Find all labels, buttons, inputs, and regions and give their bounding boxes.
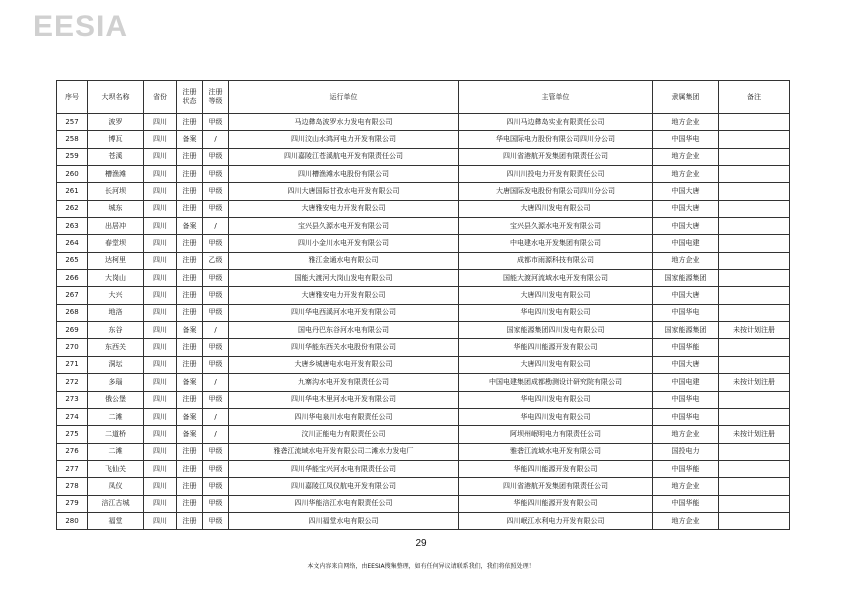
cell-province: 四川 [144, 270, 177, 287]
cell-reg-level: 甲级 [203, 443, 229, 460]
cell-remarks [719, 218, 790, 235]
cell-province: 四川 [144, 322, 177, 339]
cell-operator: 大唐雅安电力开发有限公司 [229, 287, 459, 304]
cell-operator: 四川小金川水电开发有限公司 [229, 235, 459, 252]
cell-province: 四川 [144, 478, 177, 495]
cell-reg-level: / [203, 218, 229, 235]
cell-remarks [719, 391, 790, 408]
cell-remarks [719, 252, 790, 269]
cell-reg-status: 注册 [177, 391, 203, 408]
cell-supervisor: 四川岷江水利电力开发有限公司 [459, 512, 653, 529]
cell-dam-name: 长河坝 [88, 183, 144, 200]
cell-supervisor: 四川省港航开发集团有限责任公司 [459, 148, 653, 165]
table-row [57, 183, 790, 200]
page-number: 29 [415, 538, 427, 549]
table-row [57, 356, 790, 373]
cell-operator: 四川华能东西关水电股份有限公司 [229, 339, 459, 356]
cell-remarks [719, 478, 790, 495]
cell-group: 国家能源集团 [653, 270, 719, 287]
cell-supervisor: 雅砻江流域水电开发有限公司 [459, 443, 653, 460]
cell-reg-status: 注册 [177, 166, 203, 183]
cell-index: 261 [57, 183, 88, 200]
header-index: 序号 [57, 81, 88, 114]
cell-operator: 雅江金通水电有限公司 [229, 252, 459, 269]
cell-index: 266 [57, 270, 88, 287]
cell-remarks [719, 512, 790, 529]
dam-registry-table [56, 80, 790, 530]
cell-remarks [719, 304, 790, 321]
cell-province: 四川 [144, 426, 177, 443]
cell-group: 中国华电 [653, 408, 719, 425]
table-row [57, 166, 790, 183]
cell-province: 四川 [144, 512, 177, 529]
table-row [57, 478, 790, 495]
cell-index: 277 [57, 460, 88, 477]
cell-province: 四川 [144, 252, 177, 269]
cell-dam-name: 俄公堡 [88, 391, 144, 408]
cell-dam-name: 达柯里 [88, 252, 144, 269]
cell-index: 257 [57, 114, 88, 131]
cell-dam-name: 多瑙 [88, 374, 144, 391]
table-row [57, 114, 790, 131]
table-row [57, 426, 790, 443]
cell-remarks [719, 166, 790, 183]
cell-supervisor: 华电国际电力股份有限公司四川分公司 [459, 131, 653, 148]
cell-reg-status: 注册 [177, 270, 203, 287]
cell-operator: 四川大唐国际甘孜水电开发有限公司 [229, 183, 459, 200]
cell-index: 259 [57, 148, 88, 165]
cell-index: 268 [57, 304, 88, 321]
cell-reg-status: 注册 [177, 183, 203, 200]
cell-operator: 四川华电西溪河水电开发有限公司 [229, 304, 459, 321]
cell-index: 265 [57, 252, 88, 269]
cell-reg-status: 注册 [177, 443, 203, 460]
cell-reg-level: 甲级 [203, 478, 229, 495]
cell-operator: 四川华电泉川水电有限责任公司 [229, 408, 459, 425]
cell-reg-level: 甲级 [203, 356, 229, 373]
table-row [57, 218, 790, 235]
cell-reg-level: / [203, 374, 229, 391]
cell-dam-name: 城东 [88, 200, 144, 217]
cell-reg-status: 备案 [177, 374, 203, 391]
cell-reg-status: 注册 [177, 512, 203, 529]
cell-group: 国家能源集团 [653, 322, 719, 339]
cell-reg-status: 备案 [177, 426, 203, 443]
cell-reg-level: 甲级 [203, 270, 229, 287]
cell-remarks [719, 443, 790, 460]
cell-supervisor: 成都市雨源科技有限公司 [459, 252, 653, 269]
cell-supervisor: 国家能源集团四川发电有限公司 [459, 322, 653, 339]
cell-reg-status: 备案 [177, 322, 203, 339]
cell-group: 地方企业 [653, 166, 719, 183]
cell-index: 276 [57, 443, 88, 460]
cell-dam-name: 福堂 [88, 512, 144, 529]
cell-province: 四川 [144, 148, 177, 165]
cell-reg-level: / [203, 408, 229, 425]
table-row [57, 460, 790, 477]
cell-province: 四川 [144, 218, 177, 235]
cell-group: 中国华能 [653, 339, 719, 356]
header-group: 隶属集团 [653, 81, 719, 114]
cell-group: 中国大唐 [653, 287, 719, 304]
cell-reg-status: 备案 [177, 408, 203, 425]
cell-dam-name: 槽渔滩 [88, 166, 144, 183]
cell-reg-status: 注册 [177, 252, 203, 269]
cell-supervisor: 四川川投电力开发有限责任公司 [459, 166, 653, 183]
cell-remarks [719, 270, 790, 287]
cell-dam-name: 东谷 [88, 322, 144, 339]
header-province: 省份 [144, 81, 177, 114]
cell-dam-name: 波罗 [88, 114, 144, 131]
cell-operator: 国电丹巴东谷河水电有限公司 [229, 322, 459, 339]
cell-dam-name: 洞坛 [88, 356, 144, 373]
cell-group: 国投电力 [653, 443, 719, 460]
table-row [57, 443, 790, 460]
cell-remarks [719, 200, 790, 217]
cell-province: 四川 [144, 339, 177, 356]
cell-index: 258 [57, 131, 88, 148]
cell-operator: 四川汶山水鸿河电力开发有限公司 [229, 131, 459, 148]
cell-group: 地方企业 [653, 252, 719, 269]
cell-supervisor: 华能四川能源开发有限公司 [459, 495, 653, 512]
cell-dam-name: 二滩 [88, 443, 144, 460]
cell-province: 四川 [144, 183, 177, 200]
table-row [57, 131, 790, 148]
cell-operator: 四川华能涪江水电有限责任公司 [229, 495, 459, 512]
cell-province: 四川 [144, 443, 177, 460]
cell-remarks [719, 495, 790, 512]
cell-dam-name: 二滩 [88, 408, 144, 425]
table-row [57, 339, 790, 356]
header-supervisor: 主管单位 [459, 81, 653, 114]
cell-province: 四川 [144, 391, 177, 408]
cell-index: 269 [57, 322, 88, 339]
cell-remarks [719, 460, 790, 477]
cell-dam-name: 地洛 [88, 304, 144, 321]
cell-supervisor: 宝兴县久源水电开发有限公司 [459, 218, 653, 235]
cell-province: 四川 [144, 200, 177, 217]
cell-reg-status: 备案 [177, 131, 203, 148]
cell-reg-status: 注册 [177, 235, 203, 252]
table-row [57, 512, 790, 529]
cell-province: 四川 [144, 235, 177, 252]
cell-reg-level: 甲级 [203, 166, 229, 183]
cell-dam-name: 春堂坝 [88, 235, 144, 252]
cell-group: 地方企业 [653, 148, 719, 165]
cell-reg-status: 注册 [177, 356, 203, 373]
cell-index: 271 [57, 356, 88, 373]
cell-group: 中国电建 [653, 235, 719, 252]
cell-dam-name: 涪江古城 [88, 495, 144, 512]
cell-reg-status: 注册 [177, 495, 203, 512]
cell-reg-level: 甲级 [203, 200, 229, 217]
cell-reg-level: 甲级 [203, 304, 229, 321]
cell-remarks [719, 148, 790, 165]
cell-dam-name: 博瓦 [88, 131, 144, 148]
table-header [57, 81, 790, 114]
cell-operator: 宝兴县久源水电开发有限公司 [229, 218, 459, 235]
cell-operator: 大唐乡城唐电水电开发有限公司 [229, 356, 459, 373]
cell-remarks: 未按计划注册 [719, 426, 790, 443]
cell-index: 274 [57, 408, 88, 425]
cell-reg-level: 甲级 [203, 339, 229, 356]
cell-province: 四川 [144, 131, 177, 148]
cell-province: 四川 [144, 287, 177, 304]
cell-reg-level: 乙级 [203, 252, 229, 269]
cell-index: 270 [57, 339, 88, 356]
cell-index: 260 [57, 166, 88, 183]
table-row [57, 287, 790, 304]
cell-remarks [719, 408, 790, 425]
cell-remarks [719, 183, 790, 200]
table-row [57, 408, 790, 425]
cell-dam-name: 大岗山 [88, 270, 144, 287]
cell-group: 中国大唐 [653, 200, 719, 217]
cell-province: 四川 [144, 495, 177, 512]
header-remarks: 备注 [719, 81, 790, 114]
cell-supervisor: 华电四川发电有限公司 [459, 391, 653, 408]
table-row [57, 200, 790, 217]
cell-dam-name: 东西关 [88, 339, 144, 356]
cell-supervisor: 华能四川能源开发有限公司 [459, 460, 653, 477]
cell-dam-name: 飞仙关 [88, 460, 144, 477]
cell-group: 中国华能 [653, 495, 719, 512]
header-operator: 运行单位 [229, 81, 459, 114]
cell-province: 四川 [144, 114, 177, 131]
cell-operator: 汶川正能电力有限责任公司 [229, 426, 459, 443]
cell-supervisor: 大唐四川发电有限公司 [459, 287, 653, 304]
header-row [57, 81, 790, 114]
cell-reg-status: 注册 [177, 148, 203, 165]
cell-group: 中国大唐 [653, 356, 719, 373]
cell-remarks [719, 235, 790, 252]
cell-index: 264 [57, 235, 88, 252]
cell-group: 中国华电 [653, 391, 719, 408]
cell-operator: 四川华电木里河水电开发有限公司 [229, 391, 459, 408]
cell-operator: 四川福堂水电有限公司 [229, 512, 459, 529]
cell-operator: 四川嘉陵江苍溪航电开发有限责任公司 [229, 148, 459, 165]
cell-reg-level: 甲级 [203, 183, 229, 200]
cell-province: 四川 [144, 304, 177, 321]
cell-supervisor: 国能大渡河流域水电开发有限公司 [459, 270, 653, 287]
cell-index: 279 [57, 495, 88, 512]
cell-dam-name: 出居冲 [88, 218, 144, 235]
table-row [57, 270, 790, 287]
cell-reg-status: 注册 [177, 200, 203, 217]
cell-reg-level: 甲级 [203, 235, 229, 252]
cell-reg-level: / [203, 426, 229, 443]
cell-index: 278 [57, 478, 88, 495]
cell-reg-level: 甲级 [203, 460, 229, 477]
cell-reg-level: 甲级 [203, 391, 229, 408]
cell-operator: 九寨沟水电开发有限责任公司 [229, 374, 459, 391]
cell-group: 中国大唐 [653, 218, 719, 235]
cell-index: 275 [57, 426, 88, 443]
cell-supervisor: 中电建水电开发集团有限公司 [459, 235, 653, 252]
cell-reg-level: / [203, 131, 229, 148]
cell-index: 280 [57, 512, 88, 529]
cell-remarks [719, 131, 790, 148]
cell-group: 地方企业 [653, 426, 719, 443]
cell-reg-status: 注册 [177, 114, 203, 131]
cell-remarks: 未按计划注册 [719, 374, 790, 391]
table-row [57, 495, 790, 512]
cell-operator: 马边彝岛波罗水力发电有限公司 [229, 114, 459, 131]
cell-index: 273 [57, 391, 88, 408]
cell-group: 地方企业 [653, 512, 719, 529]
cell-operator: 大唐雅安电力开发有限公司 [229, 200, 459, 217]
cell-supervisor: 华电四川发电有限公司 [459, 408, 653, 425]
cell-reg-level: 甲级 [203, 287, 229, 304]
header-reg-level [203, 81, 229, 114]
table-row [57, 322, 790, 339]
cell-province: 四川 [144, 166, 177, 183]
cell-index: 267 [57, 287, 88, 304]
cell-dam-name: 二道桥 [88, 426, 144, 443]
cell-reg-status: 备案 [177, 218, 203, 235]
cell-remarks [719, 287, 790, 304]
table-row [57, 374, 790, 391]
header-reg-status-text: 注册状态 [182, 88, 197, 105]
cell-reg-level: 甲级 [203, 114, 229, 131]
cell-province: 四川 [144, 460, 177, 477]
cell-operator: 四川槽渔滩水电股份有限公司 [229, 166, 459, 183]
cell-supervisor: 大唐四川发电有限公司 [459, 356, 653, 373]
cell-group: 地方企业 [653, 114, 719, 131]
header-reg-level-text: 注册等级 [208, 88, 223, 105]
cell-province: 四川 [144, 408, 177, 425]
cell-reg-status: 注册 [177, 287, 203, 304]
table-row [57, 252, 790, 269]
cell-group: 中国大唐 [653, 183, 719, 200]
cell-dam-name: 苍溪 [88, 148, 144, 165]
cell-group: 中国华电 [653, 304, 719, 321]
table-row [57, 304, 790, 321]
cell-operator: 国能大渡河大岗山发电有限公司 [229, 270, 459, 287]
cell-reg-status: 注册 [177, 339, 203, 356]
cell-operator: 雅砻江流域水电开发有限公司二滩水力发电厂 [229, 443, 459, 460]
cell-group: 中国电建 [653, 374, 719, 391]
cell-reg-status: 注册 [177, 478, 203, 495]
cell-supervisor: 阿坝州岷明电力有限责任公司 [459, 426, 653, 443]
cell-supervisor: 华电四川发电有限公司 [459, 304, 653, 321]
table-row [57, 148, 790, 165]
cell-reg-level: 甲级 [203, 148, 229, 165]
cell-reg-level: 甲级 [203, 512, 229, 529]
cell-province: 四川 [144, 356, 177, 373]
table-row [57, 391, 790, 408]
cell-operator: 四川华能宝兴河水电有限责任公司 [229, 460, 459, 477]
cell-reg-level: 甲级 [203, 495, 229, 512]
cell-operator: 四川嘉陵江凤仪航电开发有限公司 [229, 478, 459, 495]
cell-supervisor: 中国电建集团成都勘测设计研究院有限公司 [459, 374, 653, 391]
cell-supervisor: 四川省港航开发集团有限责任公司 [459, 478, 653, 495]
cell-group: 中国华电 [653, 131, 719, 148]
cell-reg-status: 注册 [177, 460, 203, 477]
cell-group: 地方企业 [653, 478, 719, 495]
cell-group: 中国华能 [653, 460, 719, 477]
cell-supervisor: 大唐国际发电股份有限公司四川分公司 [459, 183, 653, 200]
cell-index: 263 [57, 218, 88, 235]
cell-province: 四川 [144, 374, 177, 391]
header-reg-status [177, 81, 203, 114]
header-dam-name: 大坝名称 [88, 81, 144, 114]
cell-supervisor: 四川马边彝岛实业有限责任公司 [459, 114, 653, 131]
cell-remarks [719, 356, 790, 373]
footer-disclaimer: 本文内容来自网络，由EESIA搜集整理，如有任何异议请联系我们，我们将依照处理！ [307, 563, 535, 570]
table-body [57, 114, 790, 530]
cell-reg-status: 注册 [177, 304, 203, 321]
cell-remarks: 未按计划注册 [719, 322, 790, 339]
cell-dam-name: 凤仪 [88, 478, 144, 495]
eesia-logo: EESIA [33, 10, 129, 43]
cell-dam-name: 大兴 [88, 287, 144, 304]
cell-remarks [719, 339, 790, 356]
cell-reg-level: / [203, 322, 229, 339]
table-row [57, 235, 790, 252]
cell-index: 272 [57, 374, 88, 391]
cell-supervisor: 大唐四川发电有限公司 [459, 200, 653, 217]
cell-index: 262 [57, 200, 88, 217]
cell-remarks [719, 114, 790, 131]
cell-supervisor: 华能四川能源开发有限公司 [459, 339, 653, 356]
